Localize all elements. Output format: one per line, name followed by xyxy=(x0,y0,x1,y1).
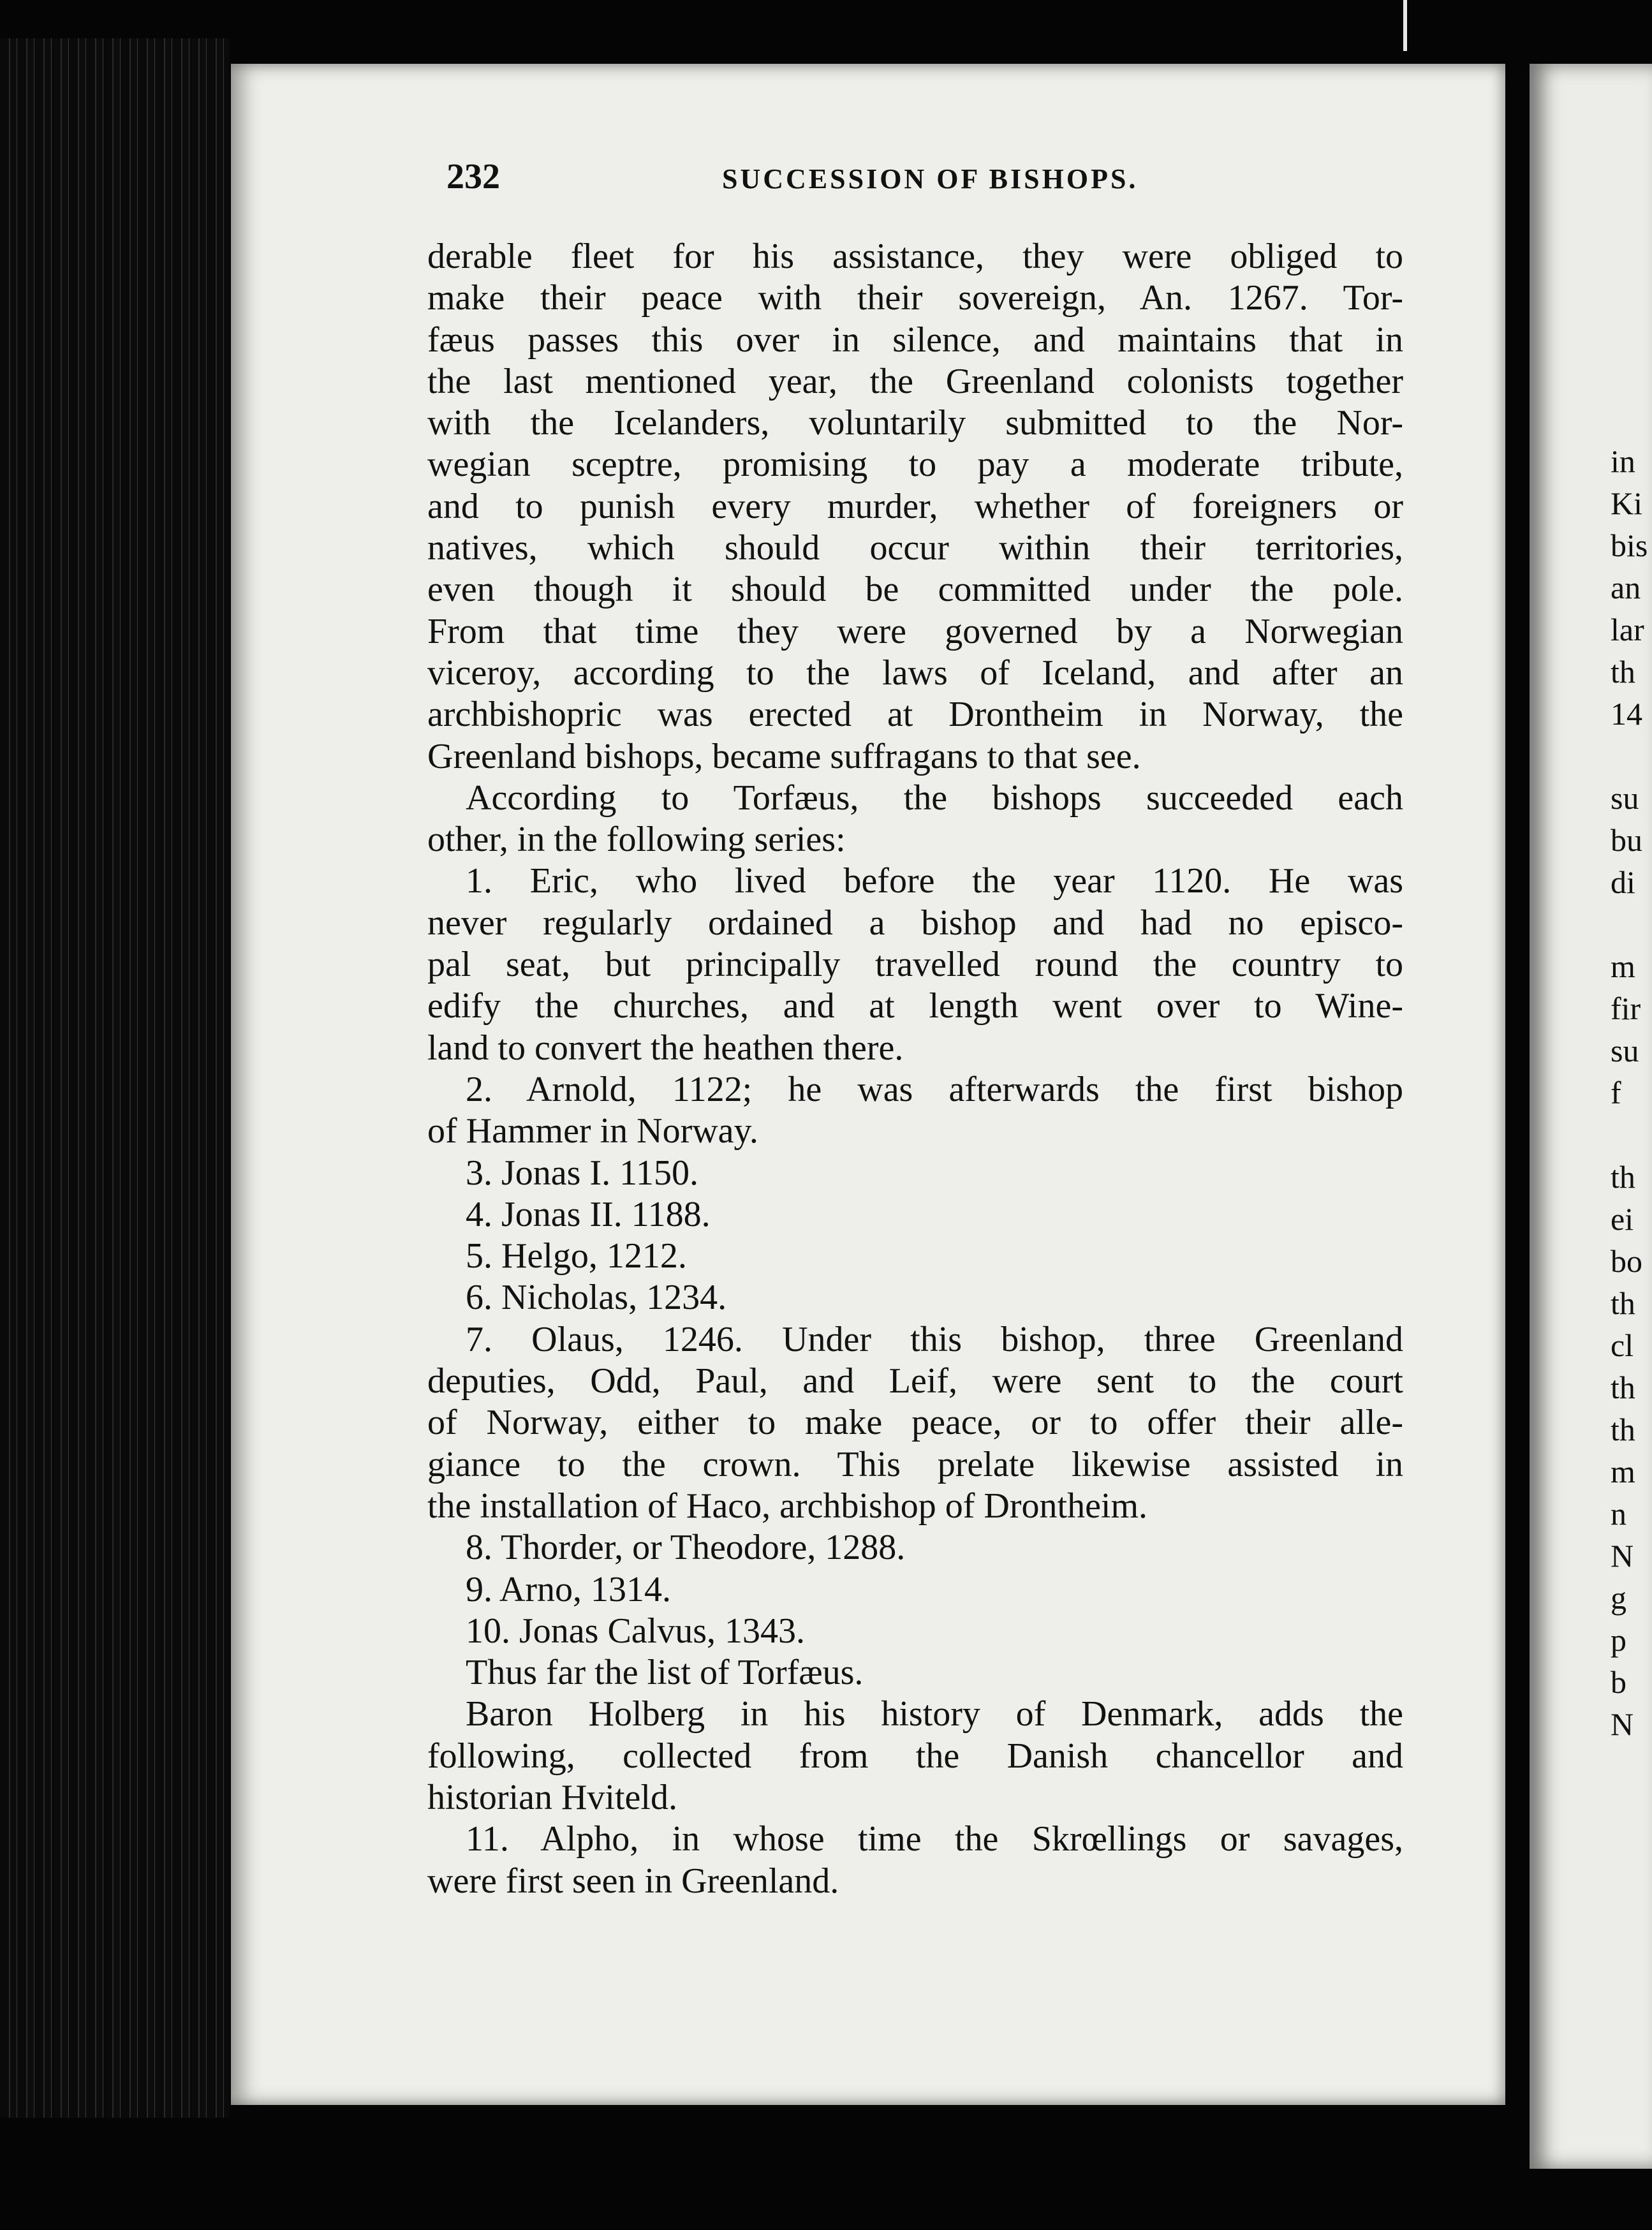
page-header xyxy=(446,156,1467,207)
text-line: following, collected from the Danish chancellor and xyxy=(427,1736,1403,1776)
text-line: with the Icelanders, voluntarily submitted to the Nor- xyxy=(427,403,1403,443)
text-line: natives, which should occur within their territories, xyxy=(427,528,1403,568)
list-item: 2. Arnold, 1122; he was afterwards the first bishop xyxy=(466,1069,1403,1109)
list-item: 6. Nicholas, 1234. xyxy=(466,1278,727,1318)
text-line: even though it should be committed under the pole. xyxy=(427,570,1403,610)
text-line: Thus far the list of Torfæus. xyxy=(466,1653,864,1693)
text-line: land to convert the heathen there. xyxy=(427,1028,904,1068)
text-line: and to punish every murder, whether of foreigners or xyxy=(427,486,1403,526)
list-item: 9. Arno, 1314. xyxy=(466,1569,671,1609)
text-line: the installation of Haco, archbishop of Drontheim. xyxy=(427,1486,1148,1526)
text-line: fæus passes this over in silence, and maintains that in xyxy=(427,320,1403,360)
text-line: other, in the following series: xyxy=(427,820,846,860)
list-item: 8. Thorder, or Theodore, 1288. xyxy=(466,1528,906,1568)
text-line: wegian sceptre, promising to pay a moderate tribute, xyxy=(427,445,1403,485)
page-number: 232 xyxy=(446,157,500,196)
text-line: Greenland bishops, became suffragans to that see. xyxy=(427,736,1141,776)
text-line: the last mentioned year, the Greenland colonists together xyxy=(427,361,1403,401)
list-item: 3. Jonas I. 1150. xyxy=(466,1153,699,1193)
running-title: SUCCESSION OF BISHOPS. xyxy=(722,163,1139,195)
list-item: 10. Jonas Calvus, 1343. xyxy=(466,1611,805,1651)
text-line: historian Hviteld. xyxy=(427,1777,677,1817)
text-line: From that time they were governed by a Norwegian xyxy=(427,611,1403,651)
list-item: 5. Helgo, 1212. xyxy=(466,1236,687,1276)
text-line: Baron Holberg in his history of Denmark, adds the xyxy=(466,1694,1403,1734)
text-line: pal seat, but principally travelled round the country to xyxy=(427,945,1403,985)
text-line: archbishopric was erected at Drontheim in Norway, the xyxy=(427,695,1403,735)
text-line: viceroy, according to the laws of Iceland, and after an xyxy=(427,653,1403,693)
list-item: 7. Olaus, 1246. Under this bishop, three Greenland xyxy=(466,1319,1403,1359)
facing-page-text-fragments: in Ki bis an lar th 14 su bu di m fir su f th ei bo th cl th th m n N g p b N xyxy=(1611,443,1648,1742)
text-line: giance to the crown. This prelate likewise assisted in xyxy=(427,1444,1403,1484)
text-line: derable fleet for his assistance, they were obliged to xyxy=(427,237,1403,276)
page-body xyxy=(427,236,1403,1902)
text-line: deputies, Odd, Paul, and Leif, were sent to the court xyxy=(427,1361,1403,1401)
book-page-edges xyxy=(0,38,230,2118)
list-item: 4. Jonas II. 1188. xyxy=(466,1194,711,1234)
list-item: 11. Alpho, in whose time the Skrœllings or savages, xyxy=(466,1819,1403,1859)
text-line: According to Torfæus, the bishops succeeded each xyxy=(466,778,1403,818)
list-item: 1. Eric, who lived before the year 1120. He was xyxy=(466,861,1403,901)
text-line: never regularly ordained a bishop and had no episco- xyxy=(427,903,1403,943)
text-line: edify the churches, and at length went over to Wine- xyxy=(427,986,1403,1026)
text-line: of Hammer in Norway. xyxy=(427,1111,758,1151)
scan-mark xyxy=(1403,0,1407,51)
text-line: were first seen in Greenland. xyxy=(427,1861,839,1901)
text-line: make their peace with their sovereign, An. 1267. Tor- xyxy=(427,278,1403,318)
text-line: of Norway, either to make peace, or to offer their alle- xyxy=(427,1403,1403,1443)
